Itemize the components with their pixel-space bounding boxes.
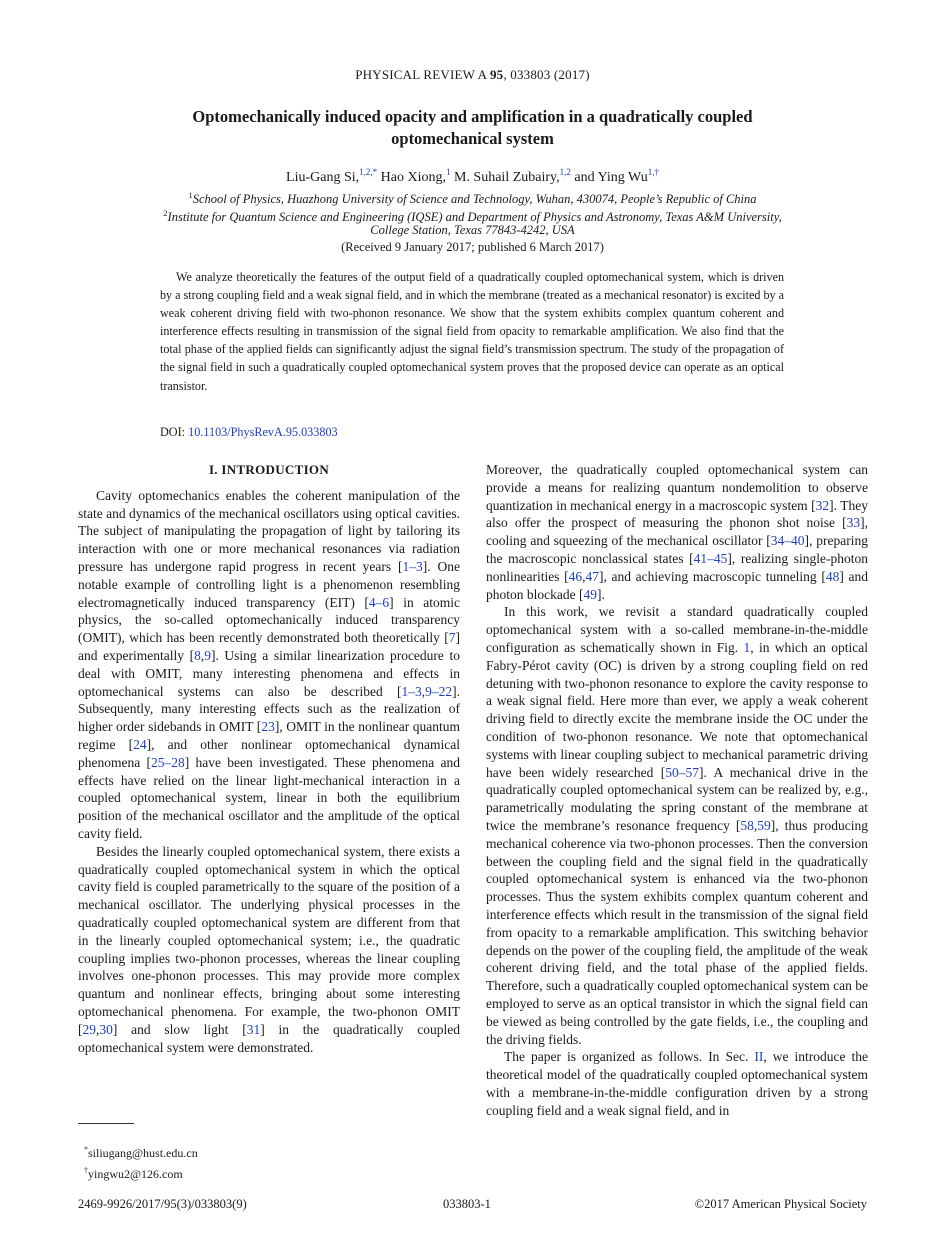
text-run: ], and other nonlinear optomechanical dynamical phenomena [ <box>78 736 460 770</box>
text-run: In this work, we revisit a standard quadratically coupled optomechanical system with a so-called membrane-in-the-middle configuration as schematically shown in Fig. <box>486 604 868 655</box>
citation-link[interactable]: 4–6 <box>368 594 390 610</box>
author-affil-mark[interactable]: 1,2,* <box>359 167 378 177</box>
abstract: We analyze theoretically the features of the output field of a quadratically coupled optomechanical system, which is driven by a strong coupling field and a weak signal field, and in which the membrane (treated as a mechanical resonator) is excited by a weak coherent driving field with two-phonon resonance. We show that the system exhibits complex quantum coherent and interference effects resulting in transmission of the signal field from opacity to remarkable amplification. We also find that the total phase of the applied fields can significantly adjust the signal field’s transmission spectrum. The study of the propagation of the signal field in such a quadratically coupled optomechanical system proves that the proposed device can operate as an optical transistor. <box>160 270 784 393</box>
citation-link[interactable]: 41–45 <box>693 550 728 566</box>
citation-link[interactable]: 29 <box>82 1021 96 1037</box>
article-title: Optomechanically induced opacity and amplification in a quadratically coupled optomechanical system <box>192 107 753 148</box>
text-run: , <box>96 1021 100 1037</box>
text-run: ] and slow light [ <box>112 1021 247 1037</box>
text-run: , <box>200 647 205 663</box>
text-run: ]. Subsequently, many interesting effects such as the realization of higher order sidebands in OMIT [ <box>78 683 460 735</box>
text-run: , in which an optical Fabry-Pérot cavity (OC) is driven by a strong coupling field on red detuning with two-phonon resonance to explore the cavity response to a weak signal field. Here more than ever, we apply a weak coherent driving field to directly excite the membrane inside the OC under the condition of two-phonon resonance. We note that optomechanical systems with linear coupling subject to mechanical parametric driving have been widely researched [ <box>486 639 868 780</box>
citation-link[interactable]: 31 <box>246 1021 261 1037</box>
footnotes <box>84 1141 198 1183</box>
journal-header <box>0 67 945 83</box>
author-affil-mark[interactable]: 1 <box>445 167 451 177</box>
journal-article-number: , 033803 (2017) <box>503 67 590 82</box>
text-run: The paper is organized as follows. In Sec. <box>504 1049 755 1065</box>
affiliation-2-cont <box>0 222 945 239</box>
footnote <box>84 1162 198 1183</box>
received-dates: (Received 9 January 2017; published 6 March 2017) <box>341 240 604 254</box>
citation-link[interactable]: 59 <box>757 817 771 833</box>
citation-link[interactable]: 47 <box>585 568 600 584</box>
footer-copyright: ©2017 American Physical Society <box>694 1197 867 1211</box>
citation-link[interactable]: 33 <box>846 515 861 531</box>
text-run: ], cooling and squeezing of the mechanical oscillator [ <box>486 515 868 549</box>
citation-link[interactable]: 34–40 <box>770 533 805 549</box>
author-affil-mark[interactable]: 1,2 <box>559 167 571 177</box>
text-run: ] and experimentally [ <box>78 630 460 663</box>
affiliation-number: 2 <box>163 208 168 218</box>
author-affil-mark[interactable]: 1,† <box>647 167 659 177</box>
text-run: ], preparing the macroscopic nonclassical states [ <box>486 533 868 566</box>
citation-link[interactable]: 46 <box>568 568 583 584</box>
paragraph <box>486 1048 868 1119</box>
citation-link[interactable]: 23 <box>261 719 275 735</box>
footnote-mark: † <box>84 1166 88 1175</box>
text-run: , <box>582 568 586 584</box>
footnote-email: yingwu2@126.com <box>88 1167 183 1181</box>
citation-link[interactable]: 49 <box>583 586 597 602</box>
text-run: ] have been investigated. These phenomena and effects have relied on the linear light-mechanical interaction in a coupled optomechanical system, linear in both the equilibrium position of the mechanical oscillator and the amplitude of the optical cavity field. <box>78 754 461 841</box>
doi-link[interactable]: 10.1103/PhysRevA.95.033803 <box>188 425 338 439</box>
paragraph <box>78 487 460 843</box>
citation-link[interactable]: 48 <box>825 568 840 584</box>
citation-link[interactable]: 24 <box>133 736 147 752</box>
text-run: ], realizing single-photon nonlinearities [ <box>486 550 868 584</box>
paragraph <box>78 843 460 1057</box>
right-column <box>486 461 868 1119</box>
affiliation-text: School of Physics, Huazhong University of Science and Technology, Wuhan, 430074, People’s Republic of China <box>192 192 757 206</box>
citation-link[interactable]: 8 <box>194 647 201 663</box>
text-run: ] in atomic physics, the so-called optomechanically induced transparency (OMIT), which has been recently demonstrated both theoretically [ <box>78 594 461 646</box>
paragraph <box>486 461 868 603</box>
citation-link[interactable]: 50–57 <box>665 764 699 780</box>
affiliation-number: 1 <box>188 190 193 200</box>
text-run: ], OMIT in the nonlinear quantum regime [ <box>78 719 460 752</box>
author-name: Hao Xiong, <box>377 170 446 185</box>
citation-link[interactable]: 1 <box>743 639 751 655</box>
text-run: ]. They also offer the prospect of measuring the phonon shot noise [ <box>486 497 868 531</box>
journal-name: PHYSICAL REVIEW A <box>355 67 487 82</box>
footnote-email: siliugang@hust.edu.cn <box>88 1146 198 1160</box>
author-list <box>0 167 945 186</box>
text-run: ]. One notable example of controlling light is a phenomenon resembling electromagnetically induced transparency (EIT) [ <box>78 558 460 610</box>
text-run: ]. <box>596 586 605 602</box>
citation-link[interactable]: 7 <box>448 630 456 646</box>
affiliation-text: Institute for Quantum Science and Engineering (IQSE) and Department of Physics and Astronomy, Texas A&M University, <box>167 210 782 224</box>
doi-label: DOI: <box>160 425 189 439</box>
footnote <box>84 1141 198 1162</box>
text-run: ]. A mechanical drive in the quadratically coupled optomechanical system can be realized by, e.g., parametrically modulating the spring constant of the membrane at twice the membrane’s resonance frequency [ <box>486 764 868 833</box>
text-run: ]. Using a similar linearization procedure to deal with OMIT, many interesting phenomena and effects in optomechanical systems can also be described [ <box>78 647 460 699</box>
citation-link[interactable]: 30 <box>99 1021 113 1037</box>
footnote-mark: * <box>84 1145 88 1154</box>
journal-volume: 95 <box>489 67 504 82</box>
text-run: Cavity optomechanics enables the coherent manipulation of the state and dynamics of the mechanical oscillators using optical cavities. The subject of manipulating the propagation of light by tailoring its interaction with one or more mechanical resonances via radiation pressure has undergone rapid progress in recent years [ <box>78 487 460 574</box>
citation-link[interactable]: II <box>754 1049 764 1065</box>
footnote-rule <box>78 1123 134 1124</box>
text-run: Besides the linearly coupled optomechanical system, there exists a quadratically coupled optomechanical system in which the optical cavity field is coupled parametrically to the square of the position of a mechanical oscillator. The underlying physical processes in the quadratically coupled optomechanical system are different from that in the linearly coupled optomechanical system; i.e., the quadratic coupling implies two-phonon processes, whereas the linear coupling involves one-phonon processes. This may provide more complex quantum and nonlinear effects, bringing about some interesting optomechanical phenomena. For example, the two-phonon OMIT [ <box>78 843 460 1037</box>
doi-line <box>160 425 338 440</box>
text-run: , <box>753 817 758 833</box>
citation-link[interactable]: 9–22 <box>425 683 453 699</box>
footer-issn: 2469-9926/2017/95(3)/033803(9) <box>78 1197 247 1211</box>
text-run: ] and photon blockade [ <box>486 568 868 602</box>
citation-link[interactable]: 1–3 <box>401 683 422 699</box>
author-name: Liu-Gang Si, <box>286 170 360 185</box>
author-name: M. Suhail Zubairy, <box>450 170 560 185</box>
text-run: ] in the quadratically coupled optomechanical system were demonstrated. <box>78 1021 460 1055</box>
text-run: ], and achieving macroscopic tunneling [ <box>599 568 826 584</box>
author-name: and Ying Wu <box>570 170 648 185</box>
citation-link[interactable]: 58 <box>740 817 754 833</box>
text-run: ], thus producing mechanical coherence via two-phonon processes. Then the conversion between the coupling field and the signal field in the quadratically coupled optomechanical system is enhanced via the two-phonon processes. Thus the system exhibits complex quantum coherent and interference effects which result in the transmission of the signal field from opacity to a remarkable amplification. This switching behavior depends on the power of the coupling field, the amplitude of the weak coherent driving field, and the total phase of the applied fields. Therefore, such a quadratically coupled optomechanical system can be employed to serve as an optical transistor in which the signal field can be viewed as being controlled by the gate fields, i.e., the coupling and the driving fields. <box>486 817 868 1047</box>
left-column <box>78 461 460 1056</box>
affiliation-text: College Station, Texas 77843-4242, USA <box>370 223 575 237</box>
citation-link[interactable]: 25–28 <box>150 754 185 770</box>
text-run: , <box>421 683 426 699</box>
citation-link[interactable]: 32 <box>815 497 830 513</box>
text-run: , we introduce the theoretical model of the quadratically coupled optomechanical system with a membrane-in-the-middle configuration driven by a strong coupling field and a weak signal field, and in <box>486 1049 868 1118</box>
footer-page-number: 033803-1 <box>443 1197 491 1211</box>
citation-link[interactable]: 9 <box>204 647 211 663</box>
text-run: Moreover, the quadratically coupled optomechanical system can provide a means for realizing quantum nondemolition to observe quantization in mechanical energy in a macroscopic system [ <box>486 462 868 513</box>
section-heading: I. INTRODUCTION <box>208 462 330 477</box>
paragraph <box>486 603 868 1048</box>
citation-link[interactable]: 1–3 <box>402 558 423 574</box>
